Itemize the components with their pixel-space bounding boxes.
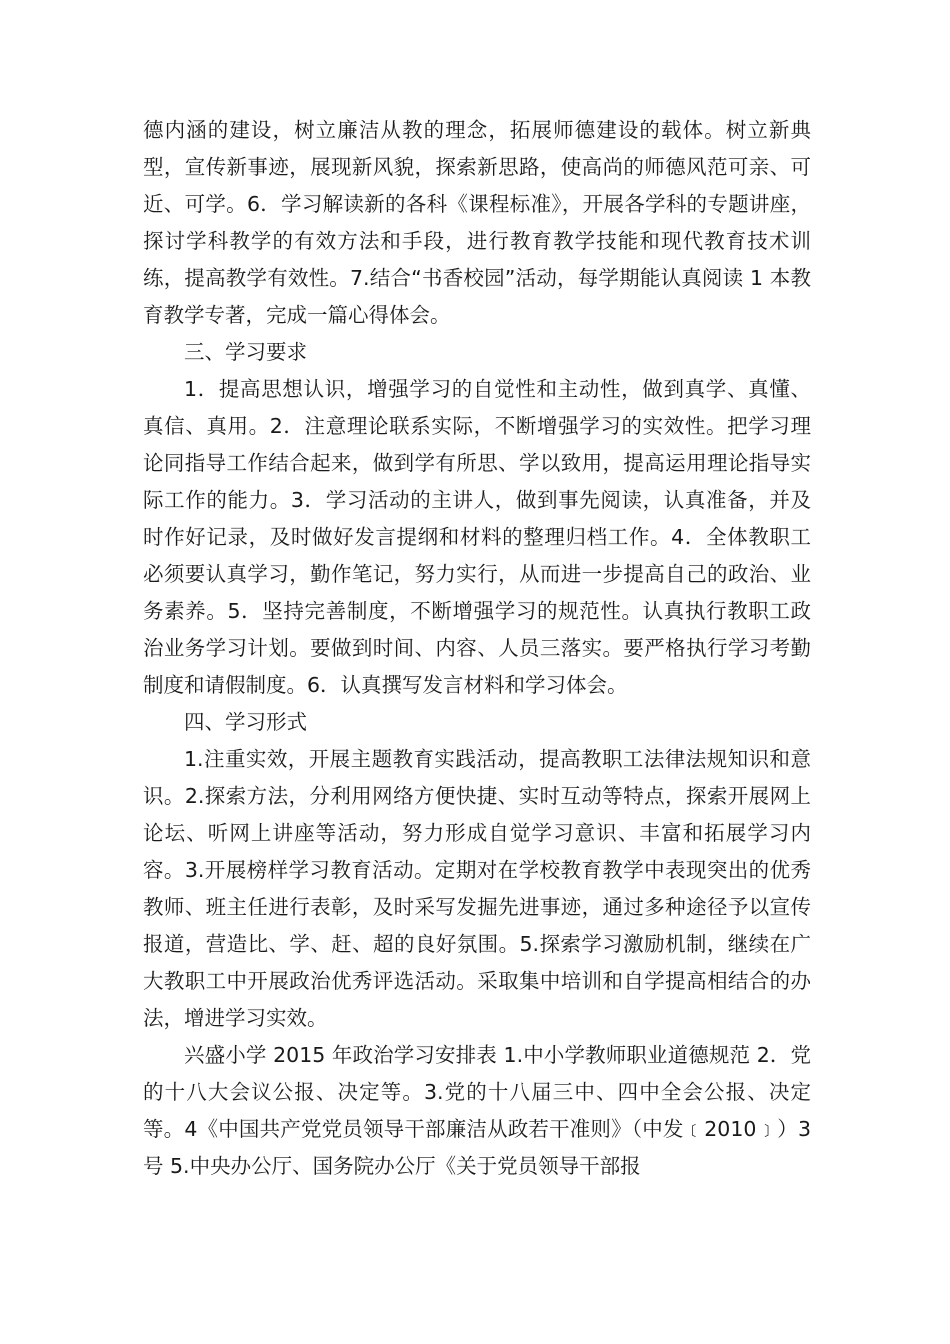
paragraph-requirements: 1．提高思想认识，增强学习的自觉性和主动性，做到真学、真懂、真信、真用。2．注意理论联系实际，不断增强学习的实效性。把学习理论同指导工作结合起来，做到学有所思、学以致用，提高运用理论指导实际工作的能力。3．学习活动的主讲人，做到事先阅读，认真准备，并及时作好记录，及时做好发言提纲和材料的整理归档工作。4．全体教职工必须要认真学习，勤作笔记，努力实行，从而进一步提高自己的政治、业务素养。5．坚持完善制度，不断增强学习的规范性。认真执行教职工政治业务学习计划。要做到时间、内容、人员三落实。要严格执行学习考勤制度和请假制度。6．认真撰写发言材料和学习体会。 <box>143 377 811 697</box>
paragraph-continuation: 德内涵的建设，树立廉洁从教的理念，拓展师德建设的载体。树立新典型，宣传新事迹，展现新风貌，探索新思路，使高尚的师德风范可亲、可近、可学。6．学习解读新的各科《课程标准》，开展各学科的专题讲座，探讨学科教学的有效方法和手段，进行教育教学技能和现代教育技术训练，提高教学有效性。7.结合“书香校园”活动，每学期能认真阅读 1 本教育教学专著，完成一篇心得体会。 <box>143 118 811 327</box>
paragraph-forms: 1.注重实效，开展主题教育实践活动，提高教职工法律法规知识和意识。2.探索方法，分利用网络方便快捷、实时互动等特点，探索开展网上论坛、听网上讲座等活动，努力形成自觉学习意识、丰富和拓展学习内容。3.开展榜样学习教育活动。定期对在学校教育教学中表现突出的优秀教师、班主任进行表彰，及时采写发掘先进事迹，通过多种途径予以宣传报道，营造比、学、赶、超的良好氛围。5.探索学习激励机制，继续在广大教职工中开展政治优秀评选活动。采取集中培训和自学提高相结合的办法，增进学习实效。 <box>143 747 811 1030</box>
paragraph-schedule: 兴盛小学 2015 年政治学习安排表 1.中小学教师职业道德规范 2．党的十八大会议公报、决定等。3.党的十八届三中、四中全会公报、决定等。4《中国共产党党员领导干部廉洁从政若干准则》（中发﹝2010﹞）3 号 5.中央办公厅、国务院办公厅《关于党员领导干部报 <box>143 1043 811 1178</box>
section-heading-forms: 四、学习形式 <box>184 710 307 734</box>
section-heading-requirements: 三、学习要求 <box>184 340 307 364</box>
document-page <box>143 112 811 1185</box>
